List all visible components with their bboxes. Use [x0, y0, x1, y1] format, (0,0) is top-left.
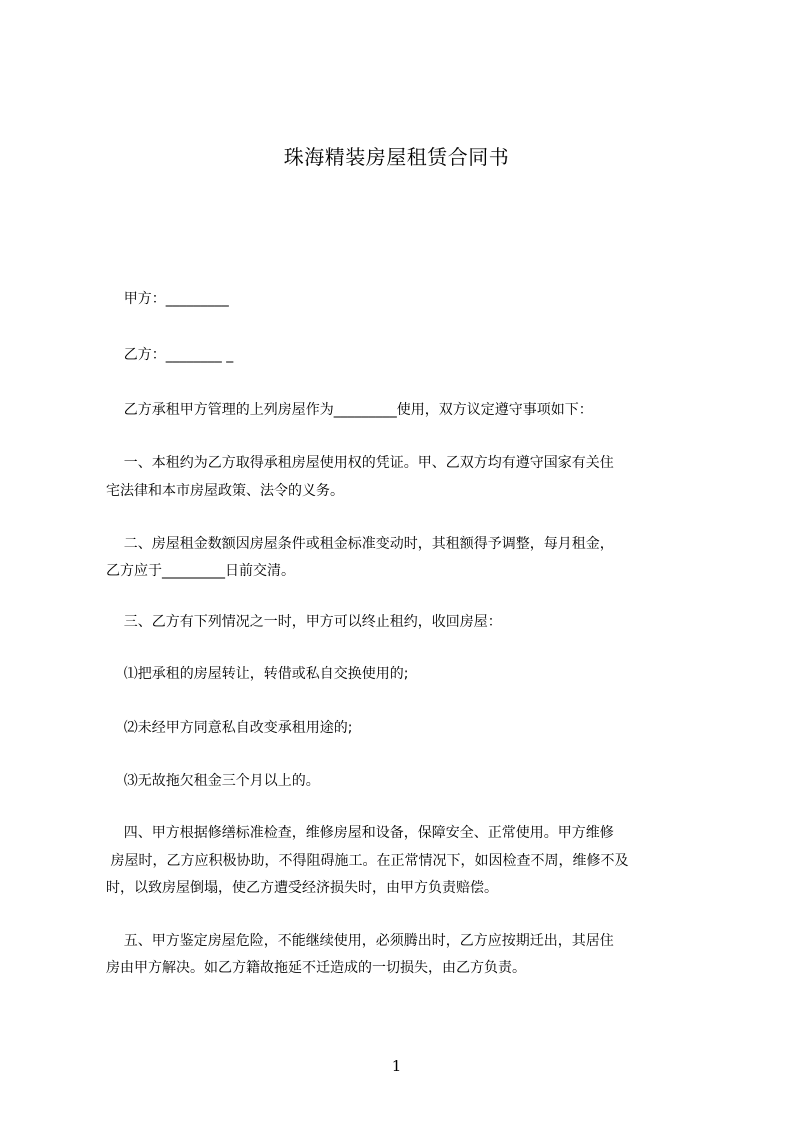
page-number: 1	[391, 1057, 402, 1075]
clause-3-item-3: ⑶无故拖欠租金三个月以上的。	[106, 773, 320, 789]
intro-line: 乙方承租甲方管理的上列房屋作为_________使用，双方议定遵守事项如下：	[106, 402, 593, 418]
party-b-line: 乙方：________ _	[106, 347, 234, 363]
clause-4-line-3: 时，以致房屋倒塌，使乙方遭受经济损失时，由甲方负责赔偿。	[106, 880, 498, 896]
clause-3-item-2: ⑵未经甲方同意私自改变承租用途的;	[106, 720, 353, 736]
clause-2-line-2: 乙方应于_________日前交清。	[106, 563, 295, 579]
clause-3-item-1: ⑴把承租的房屋转让，转借或私自交换使用的;	[106, 666, 409, 682]
document-title: 珠海精装房屋租赁合同书	[283, 145, 510, 169]
clause-1-line-2: 宅法律和本市房屋政策、法令的义务。	[106, 483, 344, 499]
clause-1-line-1: 一、本租约为乙方取得承租房屋使用权的凭证。甲、乙双方均有遵守国家有关住	[106, 455, 614, 471]
clause-4-line-2: 房屋时，乙方应积极协助，不得阻碍施工。在正常情况下，如因检查不周，维修不及	[106, 853, 629, 869]
party-a-line: 甲方：_________	[106, 291, 229, 307]
clause-2-line-1: 二、房屋租金数额因房屋条件或租金标准变动时，其租额得予调整，每月租金，	[106, 536, 614, 552]
clause-3-line: 三、乙方有下列情况之一时，甲方可以终止租约，收回房屋：	[106, 614, 502, 630]
clause-5-line-1: 五、甲方鉴定房屋危险，不能继续使用，必须腾出时，乙方应按期迁出，其居住	[106, 933, 614, 949]
clause-4-line-1: 四、甲方根据修缮标准检查，维修房屋和设备，保障安全、正常使用。甲方维修	[106, 825, 614, 841]
clause-5-line-2: 房由甲方解决。如乙方籍故拖延不迁造成的一切损失，由乙方负责。	[106, 960, 526, 976]
